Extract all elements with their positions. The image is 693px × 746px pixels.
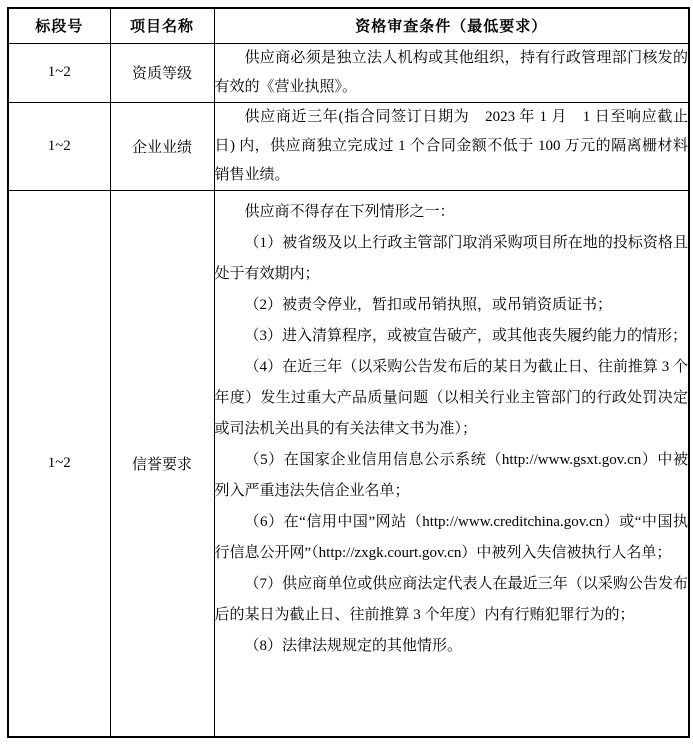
section-number-cell: 1~2 bbox=[8, 102, 110, 190]
condition-paragraph: （5）在国家企业信用信息公示系统（http://www.gsxt.gov.cn）中被列入严重违法失信企业名单； bbox=[214, 451, 688, 499]
table-row bbox=[8, 102, 689, 190]
condition-paragraph: （8）法律法规规定的其他情形。 bbox=[244, 637, 463, 654]
condition-paragraph: 供应商必须是独立法人机构或其他组织，持有行政管理部门核发的有效的《营业执照》。 bbox=[214, 49, 688, 95]
section-number-cell: 1~2 bbox=[8, 190, 110, 737]
conditions-cell bbox=[214, 190, 689, 737]
header-item-name: 项目名称 bbox=[110, 8, 214, 43]
item-name-cell: 企业业绩 bbox=[110, 102, 214, 190]
item-name-cell: 信誉要求 bbox=[110, 190, 214, 737]
condition-paragraph: 供应商近三年(指合同签订日期为 2023 年 1 月 1 日至响应截止日) 内，供应商独立完成过 1 个合同金额不低于 100 万元的隔离栅材料销售业绩。 bbox=[214, 108, 688, 183]
table-row bbox=[8, 190, 689, 737]
qualification-table bbox=[7, 7, 690, 738]
item-name-cell: 资质等级 bbox=[110, 43, 214, 102]
table-header-row bbox=[8, 8, 689, 43]
header-qualification-conditions: 资格审查条件（最低要求） bbox=[214, 8, 689, 43]
condition-paragraph: （2）被责令停业，暂扣或吊销执照，或吊销资质证书； bbox=[244, 296, 613, 313]
condition-paragraph: 供应商不得存在下列情形之一： bbox=[244, 203, 455, 220]
section-number-cell: 1~2 bbox=[8, 43, 110, 102]
condition-paragraph: （1）被省级及以上行政主管部门取消采购项目所在地的投标资格且处于有效期内； bbox=[214, 234, 688, 282]
qualification-table-body bbox=[8, 43, 689, 737]
condition-paragraph: （4）在近三年（以采购公告发布后的某日为截止日、往前推算 3 个年度）发生过重大产品质量问题（以相关行业主管部门的行政处罚决定或司法机关出具的有关法律文书为准）； bbox=[214, 358, 688, 437]
header-section-number: 标段号 bbox=[8, 8, 110, 43]
conditions-cell bbox=[214, 102, 689, 190]
conditions-cell bbox=[214, 43, 689, 102]
table-row bbox=[8, 43, 689, 102]
condition-paragraph: （3）进入清算程序，或被宣告破产，或其他丧失履约能力的情形； bbox=[244, 327, 688, 344]
condition-paragraph: （6）在“信用中国”网站（http://www.creditchina.gov.cn）或“中国执行信息公开网”（http://zxgk.court.gov.cn）中被列入失信被执行人名单； bbox=[214, 513, 688, 561]
condition-paragraph: （7）供应商单位或供应商法定代表人在最近三年（以采购公告发布后的某日为截止日、往前推算 3 个年度）内有行贿犯罪行为的； bbox=[214, 575, 688, 623]
